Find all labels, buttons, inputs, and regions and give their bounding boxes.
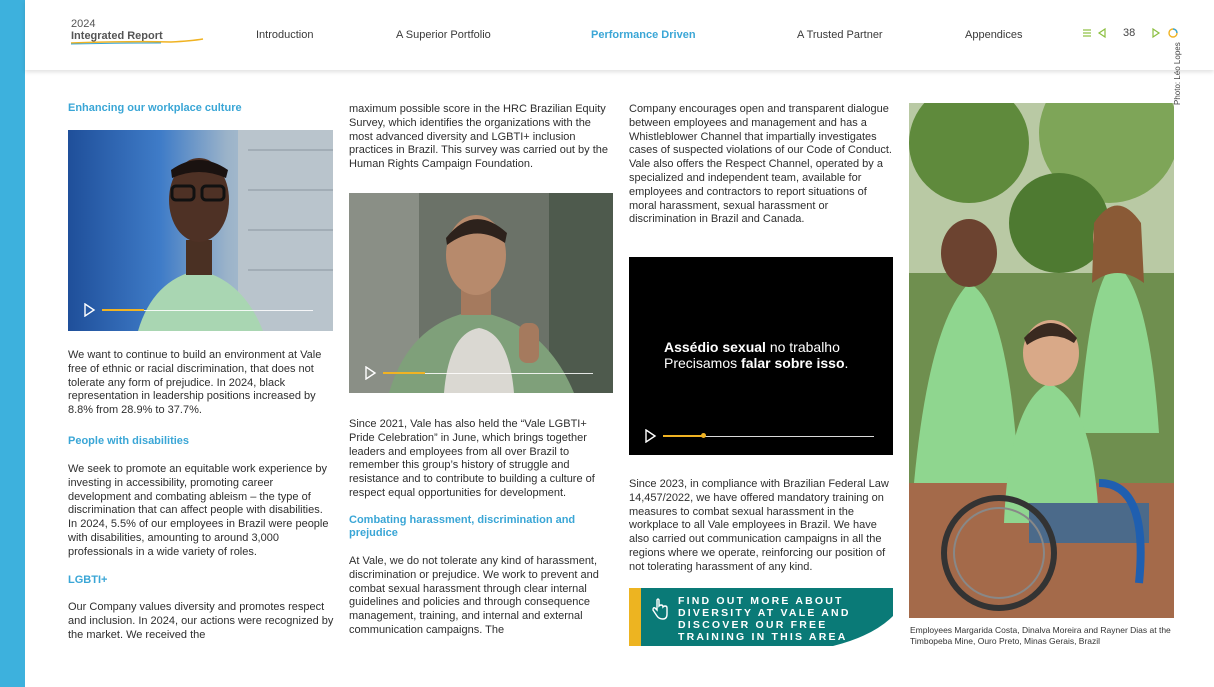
previous-page-icon[interactable]: [1096, 27, 1108, 39]
nav-introduction[interactable]: Introduction: [256, 29, 314, 41]
page-navigator: [1081, 27, 1179, 39]
cta-label: FIND OUT MORE ABOUT DIVERSITY AT VALE AND DISCOVER OUR FREE TRAINING IN THIS AREA: [678, 595, 851, 643]
report-logo[interactable]: [71, 18, 163, 43]
left-accent-bar: [0, 0, 25, 687]
video-thumbnail-man-jacket: [349, 193, 613, 393]
paragraph-mandatory-training: Since 2023, in compliance with Brazilian Federal Law 14,457/2022, we have offered mandatory training on measures to combat sexual harassment in the workplace to all Vale employees in Brazil. We have also carried out communication campaigns in all the regions where we operate, reinforcing our position of not tolerating harassment of any kind.: [629, 478, 889, 573]
section-heading-workplace-culture: Enhancing our workplace culture: [68, 102, 242, 114]
cta-diversity-training-button[interactable]: [629, 588, 893, 646]
photo-credit: Photo: Léo Lopes: [1173, 42, 1182, 105]
cta-corner-decoration: [833, 616, 893, 646]
nav-superior-portfolio[interactable]: A Superior Portfolio: [396, 29, 491, 41]
video-thumbnail-man-glasses: [68, 130, 333, 331]
section-heading-harassment: Combating harassment, discrimination and prejudice: [349, 514, 576, 539]
top-navigation-bar: [25, 0, 1214, 70]
video-player-lgbti[interactable]: [349, 193, 613, 393]
video-title-text: [664, 339, 848, 371]
menu-icon[interactable]: [1081, 27, 1093, 39]
video-progress: [383, 372, 425, 374]
page-number: 38: [1123, 27, 1136, 39]
report-title: Integrated Report: [71, 30, 163, 42]
nav-trusted-partner[interactable]: A Trusted Partner: [797, 29, 883, 41]
photo-image: [909, 103, 1174, 618]
photo-caption: Employees Margarida Costa, Dinalva Moreira and Rayner Dias at the Timbopeba Mine, Ouro Preto, Minas Gerais, Brazil: [910, 625, 1171, 646]
logo-underline-icon: [71, 38, 206, 46]
paragraph-pride-celebration: Since 2021, Vale has also held the “Vale LGBTI+ Pride Celebration” in June, which brings together leaders and employees from all over Brazil to remember this group’s history of struggle and resistance and to contribute to building a culture of respect equal opportunities for development.: [349, 418, 595, 499]
pointer-hand-icon: [651, 598, 669, 620]
next-page-icon[interactable]: [1150, 27, 1162, 39]
video-progress: [102, 309, 144, 311]
refresh-icon[interactable]: [1167, 27, 1179, 39]
section-heading-disabilities: People with disabilities: [68, 435, 190, 447]
cta-accent-stripe: [629, 588, 641, 646]
video-subtitle-bold: falar sobre isso: [741, 355, 845, 371]
paragraph-lgbti: Our Company values diversity and promotes respect and inclusion. In 2024, our actions were recognized by the market. We received the: [68, 601, 334, 641]
report-year: 2024: [71, 18, 96, 30]
video-scrubber-handle[interactable]: [701, 433, 706, 438]
video-title-rest: no trabalho: [765, 339, 840, 355]
column-1: [68, 102, 334, 115]
paragraph-whistleblower: Company encourages open and transparent dialogue between employees and management and has a Whistleblower Channel that impartially investigates cases of suspected violations of our Code of Conduct. Vale also offers the Respect Channel, operated by a specialized and independent team, available for employees and contractors to report situations of moral harassment, sexual harassment or discrimination in Brazil and Canada.: [629, 103, 892, 226]
video-player-workplace-culture[interactable]: [68, 130, 333, 331]
paragraph-disabilities: We seek to promote an equitable work experience by investing in accessibility, promoting career development and combating ableism – the type of discrimination that can affect people with disabilities. In 2024, 5.5% of our employees in Brazil were people with disabilities, amounting to around 3,000 professionals in a wide variety of roles.: [68, 463, 329, 558]
video-title-bold: Assédio sexual: [664, 339, 766, 355]
paragraph-harassment-policy: At Vale, we do not tolerate any kind of harassment, discrimination or prejudice. We work to prevent and combat sexual harassment through clear internal guidelines and policies and through consequence management, training, and internal and external communication campaigns. The: [349, 555, 599, 636]
photo-employees-wheelchair: [909, 103, 1174, 618]
video-subtitle-end: .: [844, 355, 849, 371]
nav-performance-driven[interactable]: Performance Driven: [591, 29, 696, 41]
nav-appendices[interactable]: Appendices: [965, 29, 1023, 41]
play-icon[interactable]: [643, 429, 657, 443]
video-player-harassment[interactable]: [629, 257, 893, 455]
play-icon[interactable]: [82, 303, 96, 317]
paragraph-racial-discrimination: We want to continue to build an environment at Vale free of ethnic or racial discrimination, that does not tolerate any form of prejudice. In 2024, black representation in leadership positions increased by 8.8% from 28.9% to 37.7%.: [68, 349, 322, 417]
paragraph-hrc-survey: maximum possible score in the HRC Brazilian Equity Survey, which identifies the organizations with the most advanced diversity and LGBTI+ inclusion practices in Brazil. This survey was carried out by the Human Rights Campaign Foundation.: [349, 103, 609, 171]
section-heading-lgbti: LGBTI+: [68, 574, 108, 586]
video-subtitle-pre: Precisamos: [664, 355, 742, 371]
play-icon[interactable]: [363, 366, 377, 380]
video-progress: [663, 435, 703, 437]
